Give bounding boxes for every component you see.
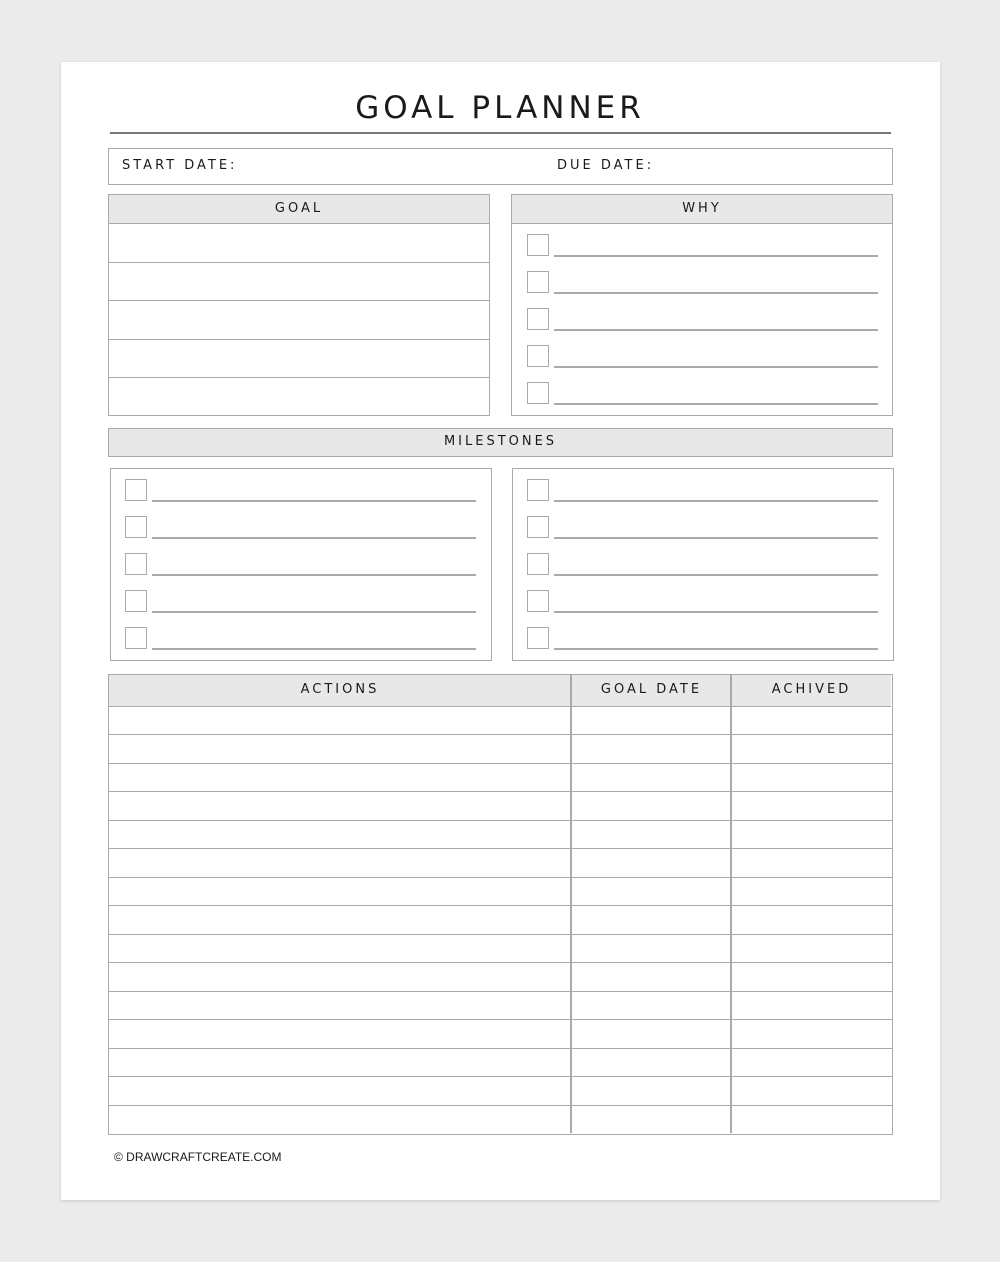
why-header: WHY bbox=[512, 195, 892, 224]
milestone-checkbox[interactable] bbox=[125, 553, 147, 575]
actions-header: ACTIONS bbox=[109, 675, 571, 707]
goal-input-row[interactable] bbox=[109, 224, 489, 262]
action-row[interactable] bbox=[109, 907, 892, 933]
milestone-write-line[interactable] bbox=[554, 648, 878, 650]
action-row[interactable] bbox=[109, 879, 892, 905]
action-row-line bbox=[109, 1019, 892, 1020]
action-row-line bbox=[109, 848, 892, 849]
goal-input-row[interactable] bbox=[109, 301, 489, 339]
action-row-line bbox=[109, 905, 892, 906]
why-write-line[interactable] bbox=[554, 403, 878, 405]
why-write-line[interactable] bbox=[554, 255, 878, 257]
action-row[interactable] bbox=[109, 1078, 892, 1104]
action-row-line bbox=[109, 734, 892, 735]
goal-section bbox=[108, 194, 490, 416]
why-write-line[interactable] bbox=[554, 366, 878, 368]
milestone-checkbox[interactable] bbox=[125, 516, 147, 538]
milestone-checkbox[interactable] bbox=[125, 479, 147, 501]
action-row[interactable] bbox=[109, 964, 892, 990]
milestone-write-line[interactable] bbox=[554, 500, 878, 502]
milestones-header: MILESTONES bbox=[108, 428, 893, 457]
action-row[interactable] bbox=[109, 736, 892, 762]
action-row[interactable] bbox=[109, 850, 892, 876]
date-box bbox=[108, 148, 893, 185]
milestone-write-line[interactable] bbox=[152, 500, 476, 502]
achieved-header: ACHIVED bbox=[731, 675, 891, 707]
action-row-line bbox=[109, 1076, 892, 1077]
due-date-label: DUE DATE: bbox=[557, 158, 655, 173]
page-title: GOAL PLANNER bbox=[355, 90, 645, 126]
milestones-right-column bbox=[512, 468, 894, 661]
start-date-label: START DATE: bbox=[122, 158, 238, 173]
goal-header: GOAL bbox=[109, 195, 489, 224]
title-divider bbox=[110, 132, 891, 134]
why-section bbox=[511, 194, 893, 416]
action-row-line bbox=[109, 1048, 892, 1049]
milestone-write-line[interactable] bbox=[152, 611, 476, 613]
goal-input-row[interactable] bbox=[109, 263, 489, 301]
action-row[interactable] bbox=[109, 1021, 892, 1047]
milestone-checkbox[interactable] bbox=[527, 516, 549, 538]
action-row-line bbox=[109, 991, 892, 992]
action-row[interactable] bbox=[109, 708, 892, 734]
milestone-write-line[interactable] bbox=[554, 611, 878, 613]
why-checkbox[interactable] bbox=[527, 308, 549, 330]
goal-input-row[interactable] bbox=[109, 378, 489, 416]
milestone-checkbox[interactable] bbox=[125, 590, 147, 612]
why-checkbox[interactable] bbox=[527, 345, 549, 367]
action-row-line bbox=[109, 1105, 892, 1106]
milestone-write-line[interactable] bbox=[152, 537, 476, 539]
milestone-write-line[interactable] bbox=[554, 537, 878, 539]
milestone-checkbox[interactable] bbox=[527, 590, 549, 612]
goal-input-row[interactable] bbox=[109, 340, 489, 378]
why-checkbox[interactable] bbox=[527, 382, 549, 404]
actions-table bbox=[108, 674, 893, 1135]
action-row[interactable] bbox=[109, 993, 892, 1019]
action-row[interactable] bbox=[109, 822, 892, 848]
milestone-write-line[interactable] bbox=[152, 574, 476, 576]
milestone-checkbox[interactable] bbox=[527, 479, 549, 501]
why-checkbox[interactable] bbox=[527, 271, 549, 293]
action-row-line bbox=[109, 820, 892, 821]
copyright-footer: © DRAWCRAFTCREATE.COM bbox=[114, 1150, 282, 1164]
milestone-write-line[interactable] bbox=[554, 574, 878, 576]
why-write-line[interactable] bbox=[554, 329, 878, 331]
action-row[interactable] bbox=[109, 765, 892, 791]
milestone-write-line[interactable] bbox=[152, 648, 476, 650]
action-row[interactable] bbox=[109, 1050, 892, 1076]
milestone-checkbox[interactable] bbox=[125, 627, 147, 649]
action-row-line bbox=[109, 791, 892, 792]
action-row[interactable] bbox=[109, 793, 892, 819]
goal-date-header: GOAL DATE bbox=[571, 675, 731, 707]
action-row-line bbox=[109, 763, 892, 764]
milestone-checkbox[interactable] bbox=[527, 553, 549, 575]
why-checkbox[interactable] bbox=[527, 234, 549, 256]
action-row[interactable] bbox=[109, 936, 892, 962]
action-row-line bbox=[109, 934, 892, 935]
action-row-line bbox=[109, 962, 892, 963]
why-write-line[interactable] bbox=[554, 292, 878, 294]
milestone-checkbox[interactable] bbox=[527, 627, 549, 649]
action-row[interactable] bbox=[109, 1107, 892, 1133]
milestones-left-column bbox=[110, 468, 492, 661]
action-row-line bbox=[109, 877, 892, 878]
